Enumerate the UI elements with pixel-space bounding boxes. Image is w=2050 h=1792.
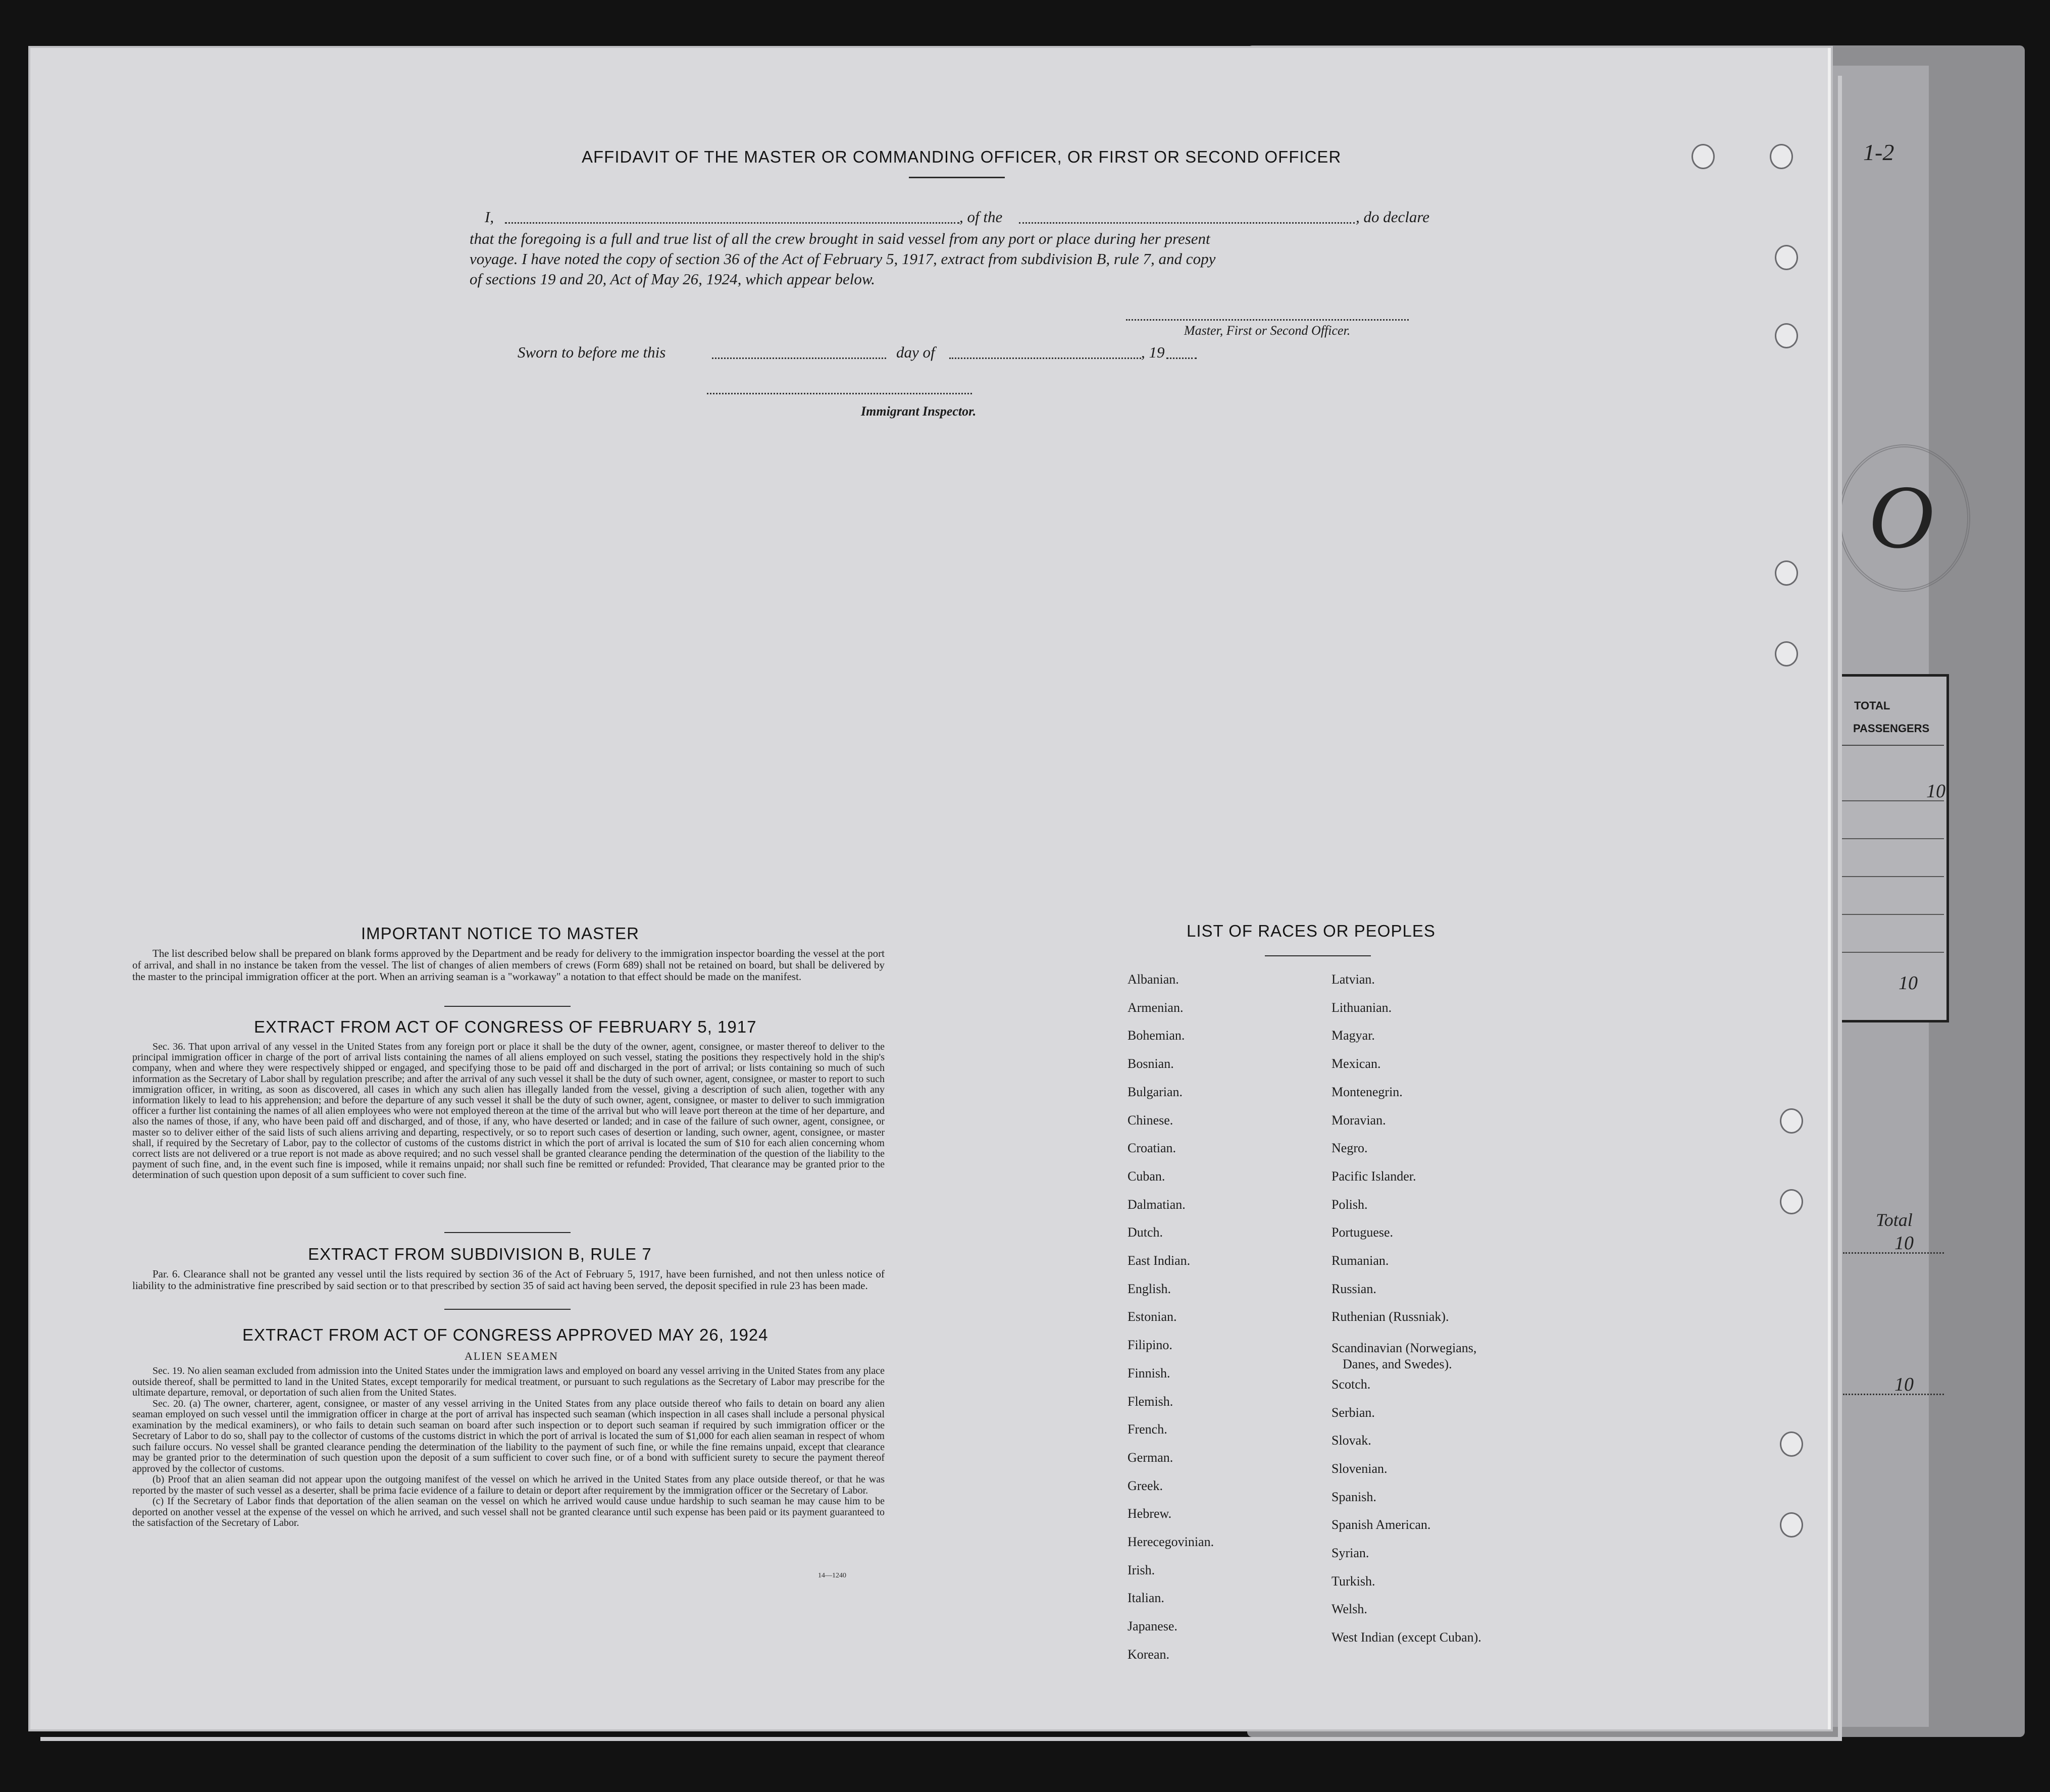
punch-hole bbox=[1775, 323, 1798, 348]
race-item: Negro. bbox=[1331, 1141, 1368, 1156]
race-item: Lithuanian. bbox=[1331, 1000, 1392, 1015]
race-item: Moravian. bbox=[1331, 1112, 1386, 1128]
punch-hole bbox=[1780, 1189, 1803, 1214]
race-item: Turkish. bbox=[1331, 1573, 1375, 1589]
affidavit-line-1: that the foregoing is a full and true list of all the crew brought in said vessel from any port or place during her present bbox=[470, 230, 1210, 247]
of-the-label: , of the bbox=[959, 208, 1003, 226]
race-item: Scotch. bbox=[1331, 1376, 1371, 1392]
inspector-label: Immigrant Inspector. bbox=[861, 404, 977, 419]
subdivision-b-title: EXTRACT FROM SUBDIVISION B, RULE 7 bbox=[308, 1245, 652, 1263]
race-item: Bohemian. bbox=[1128, 1028, 1185, 1043]
year-line bbox=[1166, 357, 1197, 359]
box-divider bbox=[1840, 876, 1944, 877]
master-signature-line bbox=[1126, 319, 1409, 321]
punch-hole bbox=[1692, 144, 1715, 169]
notice-title: IMPORTANT NOTICE TO MASTER bbox=[361, 924, 640, 943]
race-item: English. bbox=[1128, 1281, 1171, 1296]
alien-seamen-subtitle: ALIEN SEAMEN bbox=[465, 1350, 558, 1362]
subdivision-b-text: Par. 6. Clearance shall not be granted any vessel until the lists required by section 36 of the Act of February 5, 1917, have been furnished, and not then unless notice of liability to the administrative fine prescribed by said section or to that prescribed by section 35 of said act having been served, the deposit specified in rule 23 has been made. bbox=[132, 1268, 885, 1292]
extract-1917-title: EXTRACT FROM ACT OF CONGRESS OF FEBRUARY 5, 1917 bbox=[254, 1017, 757, 1036]
race-item: Russian. bbox=[1331, 1281, 1376, 1296]
race-item: Montenegrin. bbox=[1331, 1084, 1403, 1099]
race-item: West Indian (except Cuban). bbox=[1331, 1630, 1481, 1645]
total-rule bbox=[1843, 1394, 1944, 1395]
races-title-underline bbox=[1265, 955, 1371, 956]
race-item: Greek. bbox=[1128, 1478, 1163, 1493]
extract-1924-text: Sec. 19. No alien seaman excluded from admission into the United States under the immigration laws and employed on board any vessel arriving in the United States from any place outside thereof, shall be permitted to land in the United States, except temporarily for medical treatment, or pursuant to such regulations as the Secretary of Labor may prescribe for the ultimate departure, removal, or deportation of such alien from the United States. Sec. 20. (a) The owner, charterer, agent, consignee, or master of any vessel arriving in the United States from any place outside thereof who fails to detain on board any alien seaman employed on such vessel until the immigration officer in charge at the port of arrival has inspected such seaman (which inspection in all cases shall include a personal physical examination by the medical examiners), or who fails to detain such seaman on board after such inspection or to deport such seaman if required by such immigration officer or the Secretary of Labor to do so, shall pay to the collector of customs of the customs district in which the port of arrival is located the sum of $1,000 for each alien seaman in respect of whom such failure occurs. No vessel shall be granted clearance pending the determination of the liability to the payment of such fine, or while the fine remains unpaid, except that clearance may be granted prior to the determination of such question upon the deposit of a sum sufficient to cover such fine, or of a bond with sufficient surety to secure the payment thereof approved by the collector of customs. (b) Proof that an alien seaman did not appear upon the outgoing manifest of the vessel on which he arrived in the United States from any place outside thereof, or that he was reported by the master of such vessel as a deserter, shall be prima facie evidence of a failure to detain or deport after requirement by the immigration officer or the Secretary of Labor. (c) If the Secretary of Labor finds that deportation of the alien seaman on the vessel on which he arrived would cause undue hardship to such seaman he may cause him to be deported on another vessel at the expense of the vessel on which he arrived, and such vessel shall not be granted clearance until such expense has been paid or its payment guaranteed to the satisfaction of the Secretary of Labor. bbox=[132, 1365, 885, 1528]
box-divider bbox=[1840, 952, 1944, 953]
form-number: 14—1240 bbox=[818, 1572, 846, 1579]
corner-mark: 1-2 bbox=[1863, 139, 1894, 165]
punch-hole bbox=[1780, 1108, 1803, 1134]
race-item: Chinese. bbox=[1128, 1112, 1173, 1128]
race-item: Japanese. bbox=[1128, 1619, 1177, 1634]
race-item: Welsh. bbox=[1331, 1602, 1367, 1617]
seal-zero-mark: O bbox=[1868, 467, 1934, 567]
race-item: Albanian. bbox=[1128, 972, 1179, 987]
race-item: Croatian. bbox=[1128, 1141, 1176, 1156]
box-title-passengers: PASSENGERS bbox=[1853, 722, 1930, 735]
punch-hole bbox=[1770, 144, 1793, 169]
box-divider bbox=[1840, 838, 1944, 839]
race-item: Hebrew. bbox=[1128, 1506, 1172, 1521]
inspector-signature-line bbox=[707, 393, 972, 394]
race-item: Bulgarian. bbox=[1128, 1084, 1183, 1099]
month-line bbox=[949, 357, 1141, 359]
extract-1924-title: EXTRACT FROM ACT OF CONGRESS APPROVED MAY 26, 1924 bbox=[242, 1325, 768, 1344]
affidavit-title: AFFIDAVIT OF THE MASTER OR COMMANDING OFFICER, OR FIRST OR SECOND OFFICER bbox=[582, 147, 1342, 166]
title-underline bbox=[909, 177, 1005, 178]
master-label: Master, First or Second Officer. bbox=[1184, 323, 1351, 338]
race-item: Dalmatian. bbox=[1128, 1197, 1186, 1212]
race-item: Mexican. bbox=[1331, 1056, 1381, 1071]
punch-hole bbox=[1780, 1431, 1803, 1457]
race-item: Syrian. bbox=[1331, 1546, 1369, 1560]
total-value-1: 10 bbox=[1894, 1233, 1914, 1254]
race-item: Finnish. bbox=[1128, 1365, 1170, 1380]
race-item: Irish. bbox=[1128, 1562, 1155, 1577]
race-item: Pacific Islander. bbox=[1331, 1168, 1416, 1184]
section-divider bbox=[444, 1309, 571, 1310]
box-value-2: 10 bbox=[1899, 972, 1918, 994]
race-item: Magyar. bbox=[1331, 1028, 1375, 1043]
punch-hole bbox=[1775, 560, 1798, 586]
race-item: Portuguese. bbox=[1331, 1225, 1394, 1240]
race-item: Latvian. bbox=[1331, 972, 1375, 987]
race-item: French. bbox=[1128, 1422, 1167, 1437]
race-item: German. bbox=[1128, 1450, 1173, 1465]
race-item: Danes, and Swedes). bbox=[1343, 1357, 1452, 1372]
total-value-2: 10 bbox=[1894, 1374, 1914, 1395]
total-label: Total bbox=[1876, 1210, 1913, 1230]
race-item: Rumanian. bbox=[1331, 1253, 1389, 1268]
race-item: Dutch. bbox=[1128, 1225, 1163, 1240]
race-item: Italian. bbox=[1128, 1591, 1164, 1606]
sworn-label: Sworn to before me this bbox=[518, 343, 666, 361]
box-divider bbox=[1840, 745, 1944, 746]
vessel-line bbox=[1019, 222, 1355, 224]
race-item: Spanish American. bbox=[1331, 1517, 1431, 1532]
section-divider bbox=[444, 1232, 571, 1233]
sworn-day-line bbox=[712, 357, 886, 359]
race-item: Flemish. bbox=[1128, 1394, 1173, 1409]
day-of-label: day of bbox=[896, 343, 935, 361]
race-item: Armenian. bbox=[1128, 1000, 1184, 1015]
race-item: Serbian. bbox=[1331, 1405, 1375, 1420]
year-label: , 19 bbox=[1141, 343, 1165, 361]
affidavit-line-2: voyage. I have noted the copy of section 36 of the Act of February 5, 1917, extract from subdivision B, rule 7, and copy bbox=[470, 250, 1216, 268]
race-item: Spanish. bbox=[1331, 1489, 1376, 1504]
race-item: Estonian. bbox=[1128, 1309, 1177, 1324]
punch-hole bbox=[1775, 245, 1798, 270]
race-item: Scandinavian (Norwegians, bbox=[1331, 1341, 1477, 1356]
notice-text: The list described below shall be prepared on blank forms approved by the Department and be ready for delivery to the immigration inspector boarding the vessel at the port of arrival, and shall in no instance be taken from the vessel. The list of changes of alien members of crews (Form 689) shall not be retained on board, but shall be delivered by the master to the principal immigration officer at the port. When an arriving seaman is a "workaway" a notation to that effect should be made on the manifest. bbox=[132, 947, 885, 983]
box-title-total: TOTAL bbox=[1854, 699, 1890, 712]
total-rule bbox=[1843, 1252, 1944, 1254]
i-label: I, bbox=[485, 208, 494, 226]
box-divider bbox=[1840, 914, 1944, 915]
section-divider bbox=[444, 1006, 571, 1007]
race-item: Korean. bbox=[1128, 1647, 1170, 1662]
race-item: Herecegovinian. bbox=[1128, 1534, 1214, 1549]
punch-hole bbox=[1780, 1512, 1803, 1538]
race-item: Bosnian. bbox=[1128, 1056, 1174, 1071]
box-value-1: 10 bbox=[1926, 781, 1945, 802]
race-item: Ruthenian (Russniak). bbox=[1331, 1309, 1449, 1324]
do-declare-label: , do declare bbox=[1356, 208, 1430, 226]
race-item: Slovenian. bbox=[1331, 1461, 1388, 1476]
race-item: Slovak. bbox=[1331, 1433, 1371, 1448]
punch-hole bbox=[1775, 641, 1798, 667]
race-item: Cuban. bbox=[1128, 1168, 1165, 1184]
extract-1917-text: Sec. 36. That upon arrival of any vessel in the United States from any foreign port or place it shall be the duty of the owner, agent, consignee, or master thereof to deliver to the principal immigration officer in charge of the port of arrival lists containing the names of all aliens employed on such vessel, stating the positions they respectively hold in the ship's company, when and where they were respectively shipped or engaged, and specifying those to be paid off and discharged in the port of arrival; or lists containing so much of such information as the Secretary of Labor shall by regulation prescribe; and after the arrival of any such vessel it shall be the duty of such owner, agent, consignee, or master to report to such immigration officer, in writing, as soon as discovered, all cases in which any such alien has illegally landed from the vessel, giving a description of such alien, together with any information likely to lead to his apprehension; and before the departure of any such vessel it shall be the duty of such owner, agent, consignee, or master to deliver to such immigration officer a further list containing the names of all alien employees who were not employed thereon at the time of the arrival but who will leave port thereon at the time of her departure, and also the names of those, if any, who have been paid off and discharged, and of those, if any, who have deserted or landed; and in case of the failure of such owner, agent, consignee, or master so to deliver either of the said lists of such aliens arriving and departing, respectively, or so to report such cases of desertion or landing, such owner, agent, consignee, or master shall, if required by the Secretary of Labor, pay to the collector of customs of the customs district in which the port of arrival is located the sum of $10 for each alien concerning whom correct lists are not delivered or a true report is not made as above required; and no such vessel shall be granted clearance pending the determination of the question of the liability to the payment of such fine, and, in the event such fine is imposed, while it remains unpaid; nor shall such fine be remitted or refunded: Provided, That clearance may be granted prior to the determination of such question upon deposit of a sum sufficient to cover such fine. bbox=[132, 1041, 885, 1181]
races-title: LIST OF RACES OR PEOPLES bbox=[1187, 921, 1436, 940]
race-item: East Indian. bbox=[1128, 1253, 1191, 1268]
race-item: Polish. bbox=[1331, 1197, 1368, 1212]
name-line bbox=[505, 222, 959, 224]
race-item: Filipino. bbox=[1128, 1338, 1172, 1353]
affidavit-line-3: of sections 19 and 20, Act of May 26, 1924, which appear below. bbox=[470, 270, 876, 288]
